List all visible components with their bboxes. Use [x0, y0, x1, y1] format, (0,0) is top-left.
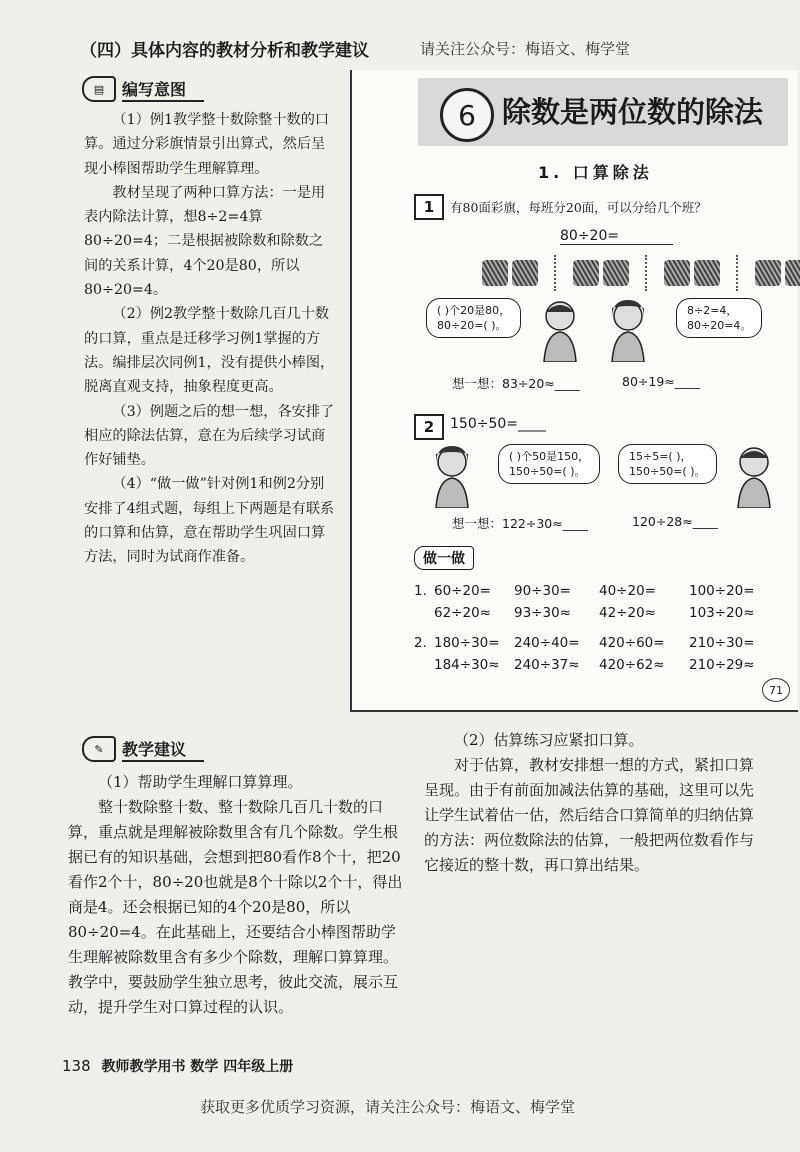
divider [645, 255, 648, 291]
suggestion-2-title: （2）估算练习应紧扣口算。 [454, 731, 644, 749]
intent-paragraph: 教材呈现了两种口算方法：一是用表内除法计算，想8÷2=4算80÷20=4；二是根据被除数和除数之间的关系计算，4个20是80，所以80÷20=4。 [84, 184, 326, 299]
pencil-icon: ✎ [82, 736, 116, 762]
divider [554, 255, 557, 291]
practice-badge: 做一做 [414, 546, 474, 570]
stick-bundle [512, 260, 538, 286]
example-1-equation: 80÷20= [560, 228, 673, 245]
stick-bundle [755, 260, 781, 286]
stick-bundle [482, 260, 508, 286]
watermark-top: 请关注公众号：梅语文、梅学堂 [420, 40, 631, 58]
intent-paragraph: （4）“做一做”针对例1和例2分别安排了4组式题，每组上下两题是有联系的口算和估算，意在帮助学生巩固口算方法，同时为试商作准备。 [84, 476, 335, 566]
example-2-equation: 150÷50=____ [450, 416, 546, 432]
book-icon: ▤ [82, 76, 116, 102]
example-1-label: 1 [414, 194, 444, 220]
divider [736, 255, 739, 291]
page-footer [62, 1056, 293, 1076]
suggestions-badge [82, 736, 204, 762]
book-title: 教师教学用书 数学 四年级上册 [101, 1059, 294, 1075]
textbook-page-number: 71 [762, 678, 790, 702]
practice-grid [414, 580, 754, 676]
suggestions-badge-label: 教学建议 [122, 737, 204, 762]
intent-paragraph: （1）例1教学整十数除整十数的口算。通过分彩旗情景引出算式，然后呈现小棒图帮助学生理解算理。 [84, 112, 330, 177]
example-2-label: 2 [414, 414, 444, 440]
boy-illustration [728, 444, 780, 508]
think-1b: 80÷19≈____ [622, 374, 700, 389]
stick-bundle [573, 260, 599, 286]
practice-row: 62÷20≈ 93÷30≈ 42÷20≈ 103÷20≈ [434, 605, 755, 621]
speech-bubble: 15÷5=( )， 150÷50=( )。 [618, 444, 717, 484]
stick-bundles [482, 255, 800, 291]
intent-badge-label: 编写意图 [122, 77, 204, 102]
practice-row: 1. 60÷20= 90÷30= 40÷20= 100÷20= [414, 583, 755, 599]
practice-row: 184÷30≈ 240÷37≈ 420÷62≈ 210÷29≈ [434, 657, 755, 673]
watermark-bottom: 获取更多优质学习资源，请关注公众号：梅语文、梅学堂 [200, 1098, 576, 1116]
unit-title: 除数是两位数的除法 [502, 95, 764, 129]
suggestion-1-body: 整十数除整十数、整十数除几百几十数的口算，重点就是理解被除数里含有几个除数。学生根据已有的知识基础，会想到把80看作8个十，把20看作2个十，80÷20也就是8个十除以2个十，得出商是4。还会根据已知的4个20是80，所以80÷20=4。在此基础上，还要结合小棒图帮助学生理解被除数里含有多少个除数，理解口算算理。教学中，要鼓励学生独立思考，彼此交流，展示互动，提升学生对口算过程的认识。 [68, 798, 403, 1016]
suggestion-2-body: 对于估算，教材安排想一想的方式，紧扣口算呈现。由于有前面加减法估算的基础，这里可以先让学生试着估一估，然后结合口算简单的归纳估算的方法：两位数除法的估算，一般把两位数看作与它接近的整十数，再口算出结果。 [424, 756, 755, 874]
suggestion-1-title: （1）帮助学生理解口算算理。 [98, 773, 303, 791]
page-number: 138 [62, 1057, 91, 1075]
girl-illustration [426, 444, 478, 508]
suggestions-right [424, 728, 756, 878]
think-2b: 120÷28≈____ [632, 514, 718, 529]
example-1-prompt: 有80面彩旗，每班分20面，可以分给几个班？ [450, 200, 707, 215]
practice-row: 2. 180÷30= 240÷40= 420÷60= 210÷30= [414, 635, 755, 651]
stick-bundle [664, 260, 690, 286]
think-2: 想一想：122÷30≈____ [452, 516, 588, 531]
think-1: 想一想：83÷20≈____ [452, 376, 580, 391]
boy-illustration [534, 298, 586, 362]
intent-paragraph: （2）例2教学整十数除几百几十数的口算，重点是迁移学习例1掌握的方法。编排层次同例1，没有提供小棒图，脱离直观支持，抽象程度更高。 [84, 306, 335, 396]
unit-number: 6 [440, 88, 494, 142]
intent-badge [82, 76, 204, 102]
stick-bundle [694, 260, 720, 286]
speech-bubble: ( )个20是80， 80÷20=( )。 [426, 298, 521, 338]
girl-illustration [602, 298, 654, 362]
intent-paragraph: （3）例题之后的想一想，各安排了相应的除法估算，意在为后续学习试商作好铺垫。 [84, 403, 335, 469]
section-heading: 1. 口算除法 [538, 163, 653, 182]
intent-text [84, 108, 336, 570]
stick-bundle [785, 260, 800, 286]
speech-bubble: 8÷2=4， 80÷20=4。 [676, 298, 762, 338]
stick-bundle [603, 260, 629, 286]
speech-bubble: ( )个50是150， 150÷50=( )。 [498, 444, 600, 484]
section-title: （四）具体内容的教材分析和教学建议 [80, 41, 369, 61]
suggestions-left [68, 770, 408, 1020]
